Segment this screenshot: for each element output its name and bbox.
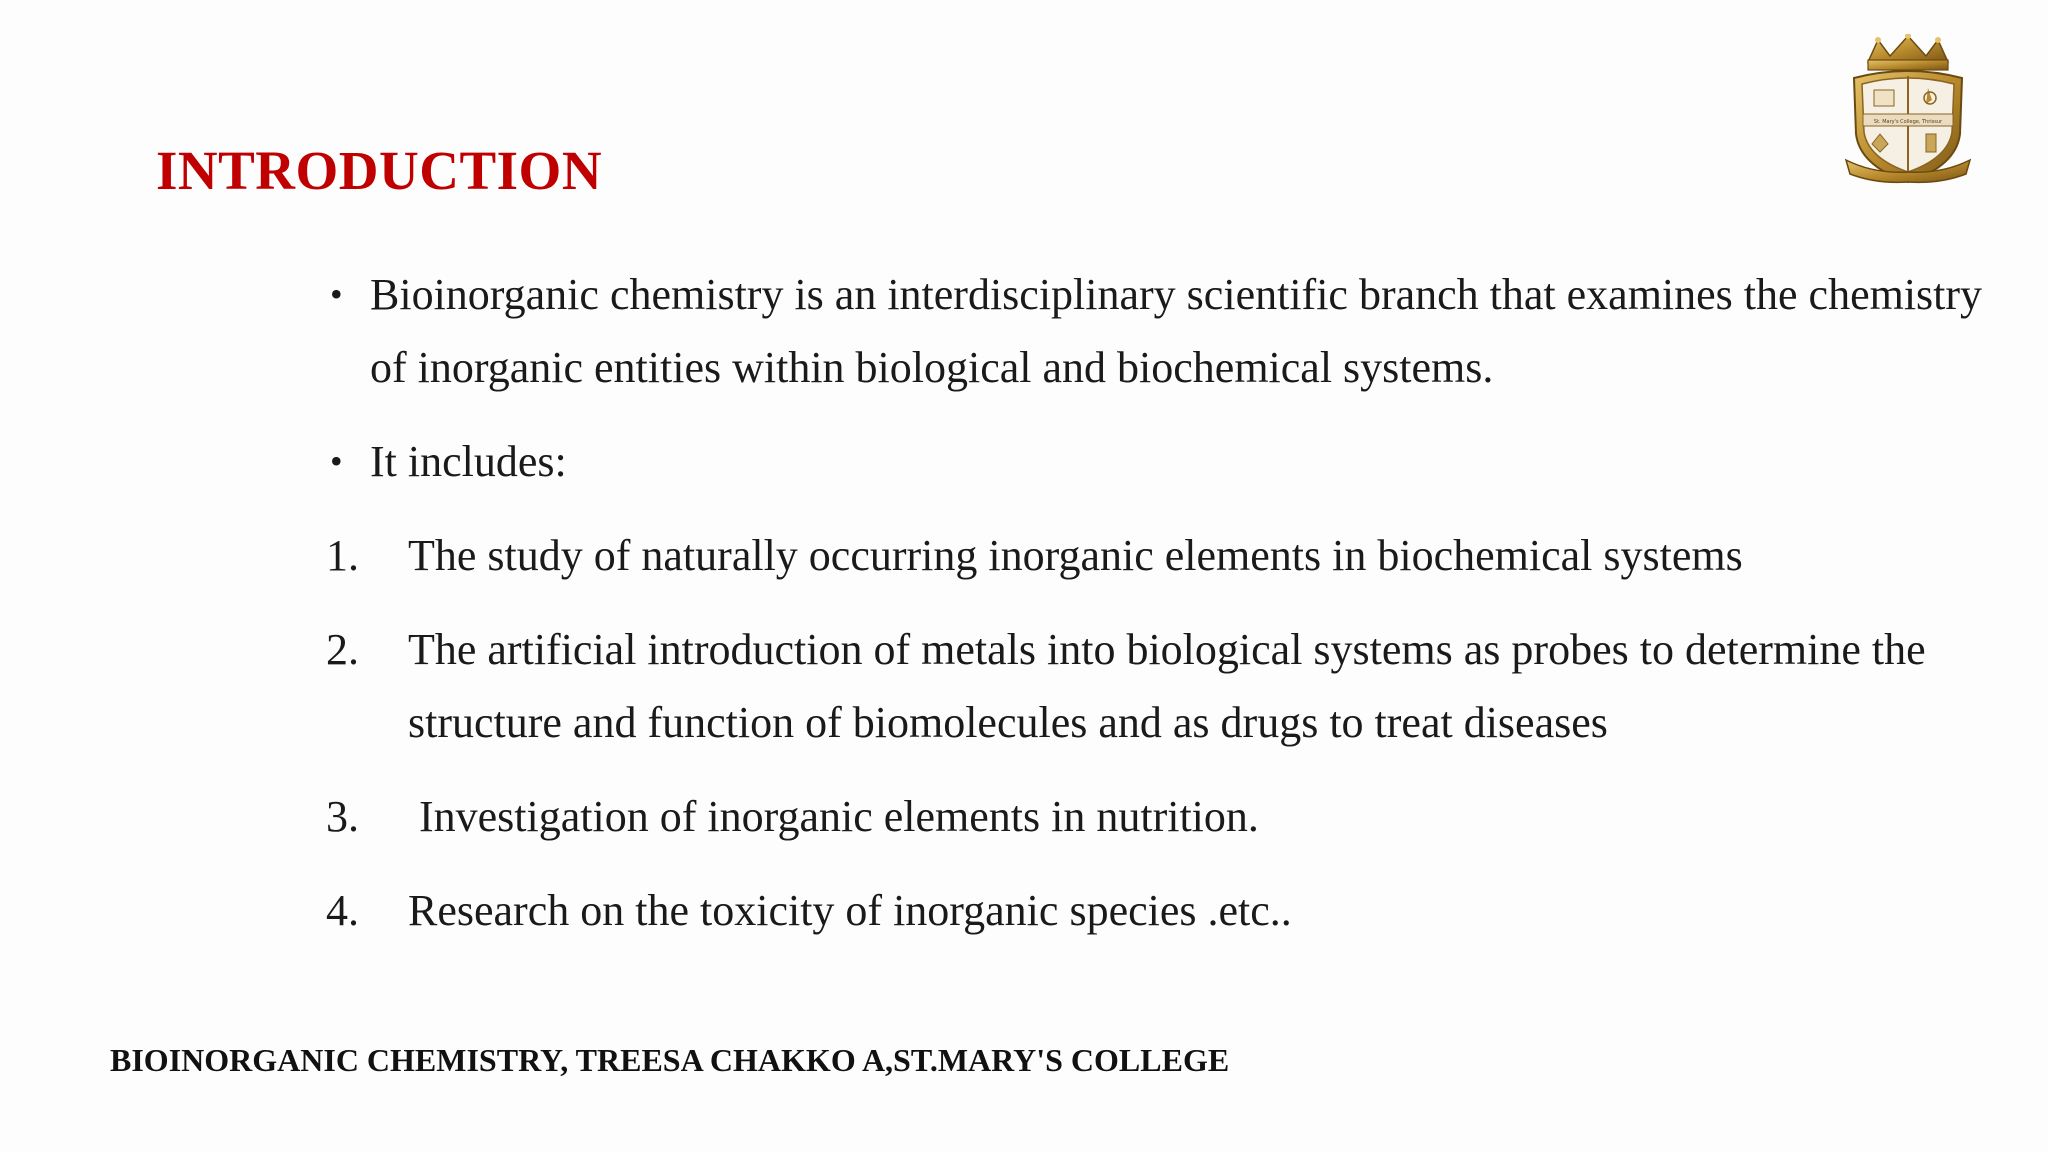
- bullet-marker: •: [330, 274, 343, 314]
- numbered-item: [326, 613, 2016, 759]
- bullet-text: Bioinorganic chemistry is an interdisciplinary scientific branch that examines the chemistry of inorganic entities within biological and biochemical systems.: [370, 270, 1983, 392]
- slide-body: [326, 258, 2016, 968]
- crest-band-text: St. Mary's College, Thrissur: [1873, 119, 1943, 125]
- bullet-marker: •: [330, 441, 343, 481]
- numbered-text: The artificial introduction of metals into biological systems as probes to determine the structure and function of biomolecules and as drugs to treat diseases: [408, 625, 1926, 747]
- slide-footer: BIOINORGANIC CHEMISTRY, TREESA CHAKKO A,ST.MARY'S COLLEGE: [110, 1042, 1230, 1078]
- bullet-text: It includes:: [370, 437, 567, 486]
- slide-title: INTRODUCTION: [156, 140, 603, 201]
- number-marker: 1.: [326, 531, 359, 580]
- number-marker: 2.: [326, 625, 359, 674]
- bullet-item: [326, 425, 2016, 498]
- numbered-item: [326, 874, 2016, 947]
- numbered-text: Research on the toxicity of inorganic species .etc..: [408, 886, 1292, 935]
- number-marker: 4.: [326, 886, 359, 935]
- numbered-text: The study of naturally occurring inorganic elements in biochemical systems: [408, 531, 1743, 580]
- numbered-item: [326, 519, 2016, 592]
- numbered-item: [326, 780, 2016, 853]
- numbered-text: Investigation of inorganic elements in nutrition.: [408, 792, 1259, 841]
- bullet-item: [326, 258, 2016, 404]
- number-marker: 3.: [326, 792, 359, 841]
- college-crest-icon: [1840, 34, 1976, 190]
